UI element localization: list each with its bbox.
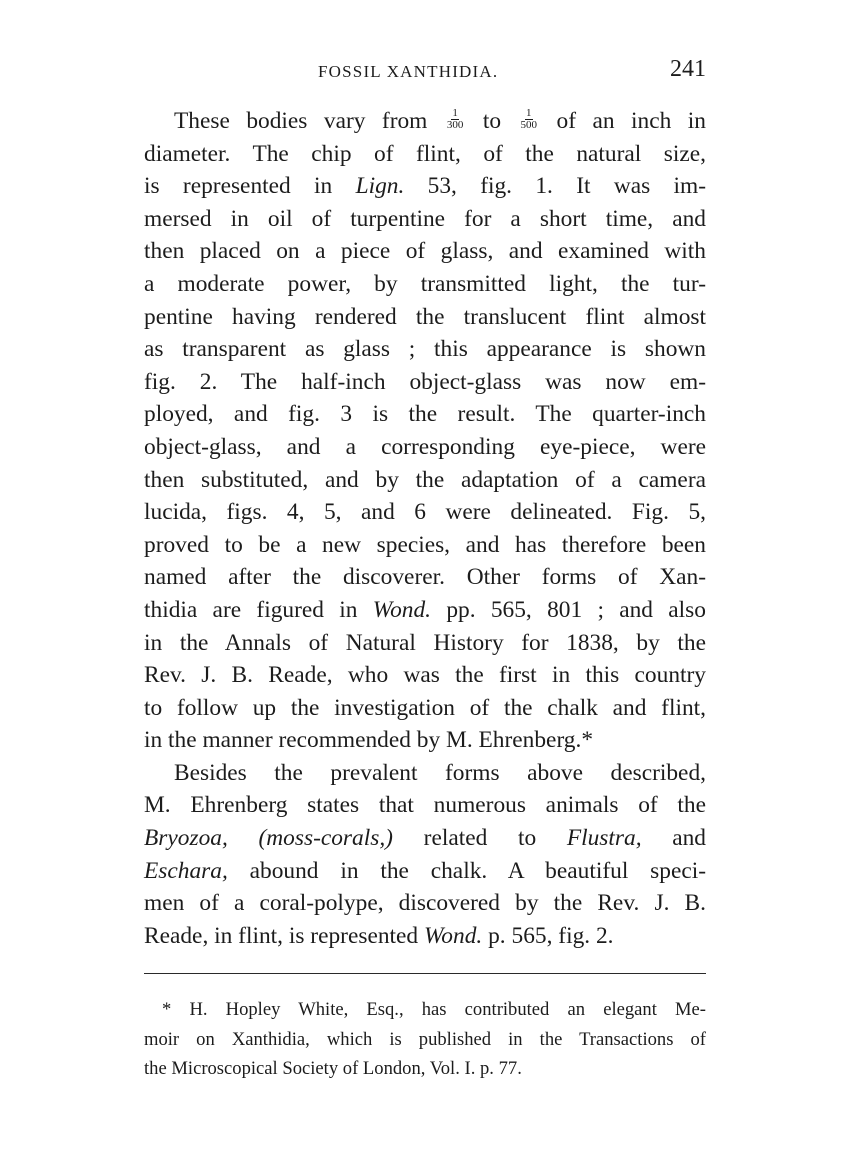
text-line xyxy=(144,105,706,138)
text-line xyxy=(144,822,706,855)
fraction-numerator: 1 xyxy=(526,107,532,120)
text-segment: Reade, in flint, is represented xyxy=(144,922,419,949)
text-line: in the manner recommended by M. Ehrenberg.* xyxy=(144,727,594,754)
text-line: Rev. J. B. Reade, who was the first in this country xyxy=(144,662,706,689)
text-line: Besides the prevalent forms above described, xyxy=(174,759,706,786)
text-line: fig. 2. The half-inch object-glass was now em- xyxy=(144,368,706,395)
footnote-line: the Microscopical Society of London, Vol. I. p. 77. xyxy=(144,1058,522,1079)
italic-reference: Lign. xyxy=(355,173,405,200)
italic-term: Bryozoa, xyxy=(144,825,228,852)
paragraph-1 xyxy=(144,105,706,757)
fraction-denominator: 300 xyxy=(446,119,464,132)
text-line: proved to be a new species, and has therefore been xyxy=(144,531,706,558)
fraction-one-five-hundredth xyxy=(521,108,538,131)
text-segment: thidia are figured in xyxy=(144,596,358,623)
text-segment: related to xyxy=(423,825,537,852)
text-segment: of an inch in xyxy=(556,108,706,134)
italic-reference: Wond. xyxy=(372,596,432,623)
text-segment: p. 565, fig. 2. xyxy=(488,922,614,949)
text-line: named after the discoverer. Other forms of Xan- xyxy=(144,564,706,591)
text-line: in the Annals of Natural History for 1838, by the xyxy=(144,629,706,656)
text-line: pentine having rendered the translucent flint almost xyxy=(144,303,706,330)
footnote-line: * H. Hopley White, Esq., has contributed an elegant Me- xyxy=(162,999,706,1020)
text-line xyxy=(144,170,706,203)
text-segment: These bodies vary from xyxy=(174,108,428,134)
text-line: diameter. The chip of flint, of the natural size, xyxy=(144,140,706,167)
text-segment: pp. 565, 801 ; and also xyxy=(446,596,706,623)
text-line: a moderate power, by transmitted light, the tur- xyxy=(144,270,706,297)
text-line: M. Ehrenberg states that numerous animals of the xyxy=(144,792,706,819)
text-segment: 53, fig. 1. It was im- xyxy=(427,173,706,200)
fraction-numerator: 1 xyxy=(452,107,458,120)
text-line: as transparent as glass ; this appearance is shown xyxy=(144,336,706,363)
body-text xyxy=(144,105,706,952)
paragraph-2 xyxy=(144,757,706,953)
text-line: lucida, figs. 4, 5, and 6 were delineated. Fig. 5, xyxy=(144,499,706,526)
text-segment: and xyxy=(672,825,706,852)
text-segment: to xyxy=(482,108,502,134)
text-line: ployed, and fig. 3 is the result. The quarter-inch xyxy=(144,401,706,428)
text-line xyxy=(144,920,706,953)
italic-reference: Wond. xyxy=(423,922,483,949)
text-line: then substituted, and by the adaptation of a camera xyxy=(144,466,706,493)
text-segment: abound in the chalk. A beautiful speci- xyxy=(249,857,706,884)
footnote-line: moir on Xanthidia, which is published in the Transactions of xyxy=(144,1028,706,1050)
text-segment: is represented in xyxy=(144,173,333,200)
running-head xyxy=(144,56,706,88)
fraction-one-three-hundredth xyxy=(447,108,464,131)
italic-term: (moss-corals,) xyxy=(258,825,393,852)
page-number: 241 xyxy=(670,56,706,82)
footnote-rule xyxy=(144,973,706,974)
text-line: then placed on a piece of glass, and examined with xyxy=(144,238,706,265)
fraction-denominator: 500 xyxy=(520,119,538,132)
footnote xyxy=(144,995,706,1084)
italic-term: Eschara, xyxy=(144,857,228,884)
running-title: FOSSIL XANTHIDIA. xyxy=(318,62,499,81)
text-line: mersed in oil of turpentine for a short time, and xyxy=(144,205,706,232)
text-line: to follow up the investigation of the chalk and flint, xyxy=(144,694,706,721)
text-line: men of a coral-polype, discovered by the Rev. J. B. xyxy=(144,890,706,917)
text-line: object-glass, and a corresponding eye-piece, were xyxy=(144,433,706,460)
text-line xyxy=(144,594,706,627)
italic-term: Flustra, xyxy=(566,825,642,852)
text-line xyxy=(144,855,706,888)
